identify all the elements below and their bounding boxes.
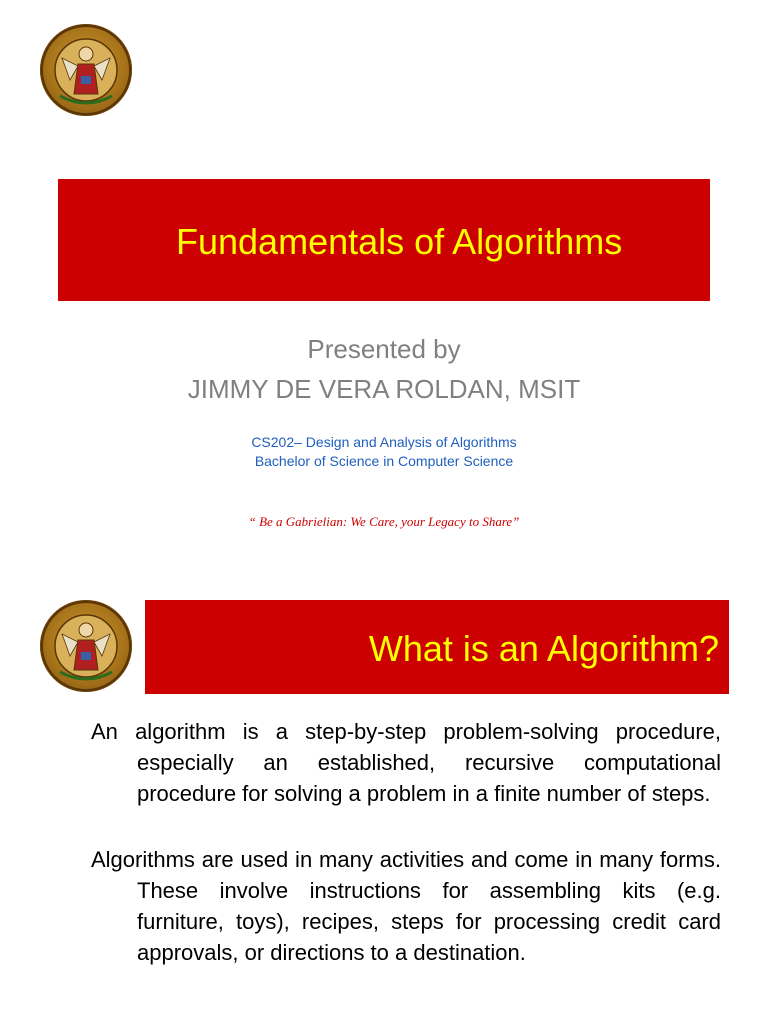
seal-emblem-icon: [40, 24, 132, 116]
slide-title: Fundamentals of Algorithms: [176, 221, 623, 262]
slide-heading: What is an Algorithm?: [368, 628, 719, 669]
definition-paragraph: An algorithm is a step-by-step problem-solving procedure, especially an established, recursive computational procedure for solving a problem in a finite number of steps.: [91, 719, 721, 806]
usage-paragraph: Algorithms are used in many activities and come in many forms. These involve instructions for assembling kits (e.g. furniture, toys), recipes, steps for processing credit card approvals, or directions to a destination.: [91, 847, 721, 965]
title-banner: [58, 179, 710, 301]
seal-emblem-icon: [40, 600, 132, 692]
presenter-name: JIMMY DE VERA ROLDAN, MSIT: [187, 374, 581, 404]
school-seal-logo: [40, 600, 132, 692]
school-seal-logo: [40, 24, 132, 116]
presented-by-label: Presented by: [307, 334, 461, 364]
degree-program: Bachelor of Science in Computer Science: [254, 453, 514, 469]
course-title: CS202– Design and Analysis of Algorithms: [251, 434, 517, 450]
heading-banner: [145, 600, 729, 694]
school-motto: “ Be a Gabrielian: We Care, your Legacy to Share”: [248, 514, 520, 529]
